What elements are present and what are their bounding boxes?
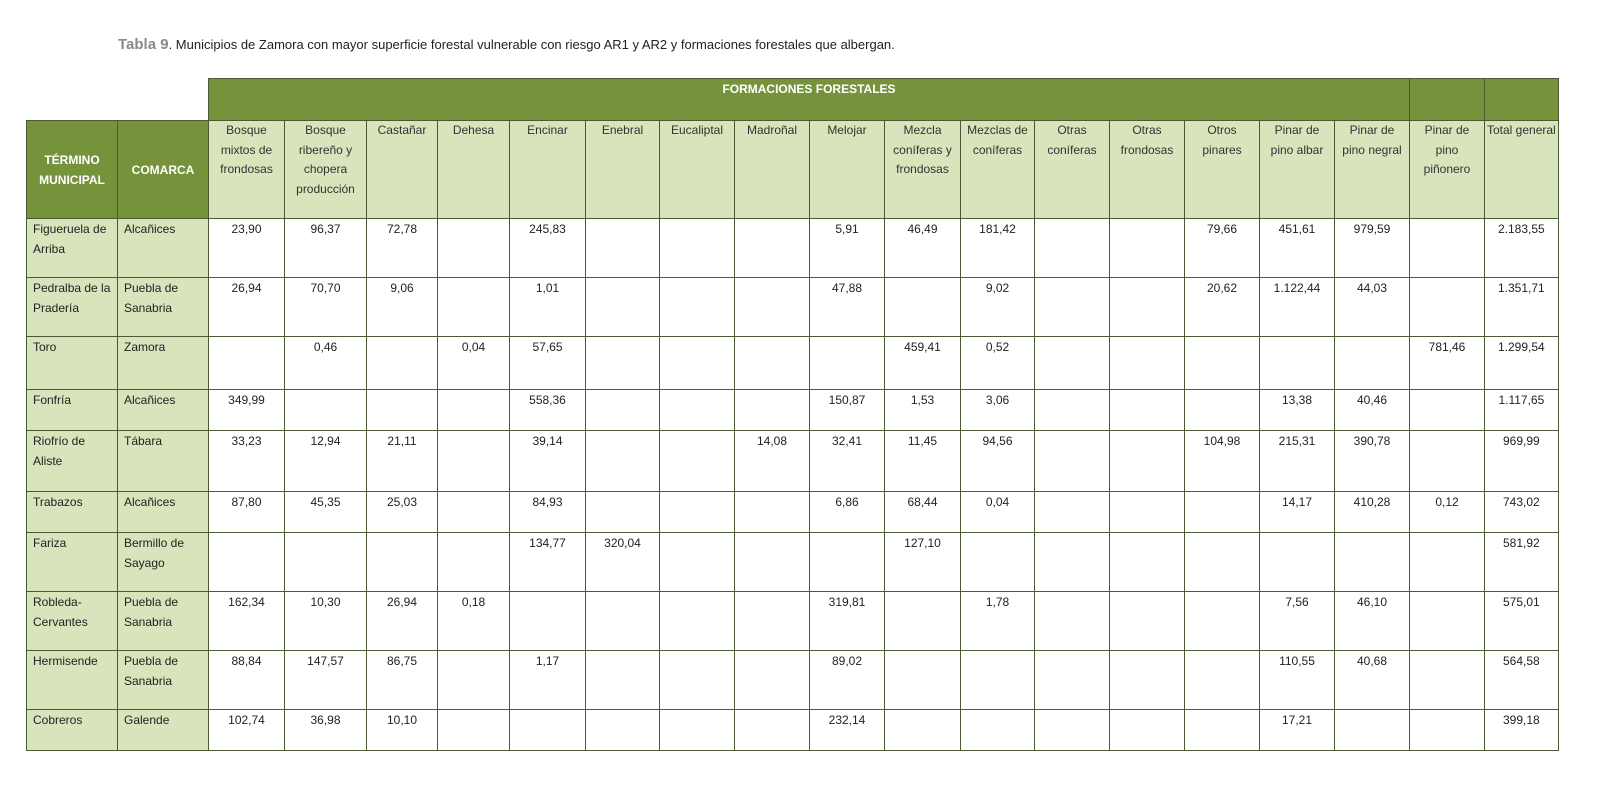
col-header-5 — [586, 121, 660, 219]
cell-termino-municipal: Robleda-Cervantes — [27, 592, 118, 651]
col-header-7 — [735, 121, 810, 219]
cell-value — [586, 390, 660, 431]
cell-value — [1335, 533, 1410, 592]
cell-value: 459,41 — [885, 337, 961, 390]
cell-value: 12,94 — [285, 431, 367, 492]
cell-value: 1,78 — [961, 592, 1035, 651]
cell-value — [1260, 337, 1335, 390]
group-header-spacer-1 — [1410, 79, 1485, 121]
cell-value — [1185, 651, 1260, 710]
cell-value — [367, 337, 438, 390]
cell-value: 23,90 — [209, 219, 285, 278]
cell-value — [660, 337, 735, 390]
cell-value: 40,46 — [1335, 390, 1410, 431]
cell-value: 320,04 — [586, 533, 660, 592]
cell-value — [961, 533, 1035, 592]
cell-value: 44,03 — [1335, 278, 1410, 337]
cell-value — [586, 710, 660, 751]
cell-value — [660, 431, 735, 492]
cell-value — [438, 431, 510, 492]
cell-value: 11,45 — [885, 431, 961, 492]
cell-value — [1410, 219, 1485, 278]
cell-value: 581,92 — [1485, 533, 1559, 592]
cell-value — [1335, 337, 1410, 390]
cell-value — [1110, 219, 1185, 278]
cell-value — [1185, 492, 1260, 533]
cell-value: 46,10 — [1335, 592, 1410, 651]
col-header-label: Mezcla coníferas y frondosas — [893, 123, 952, 176]
cell-value: 9,02 — [961, 278, 1035, 337]
group-header-spacer-2 — [1485, 79, 1559, 121]
cell-value: 10,30 — [285, 592, 367, 651]
cell-value: 36,98 — [285, 710, 367, 751]
cell-value: 564,58 — [1485, 651, 1559, 710]
cell-value — [209, 337, 285, 390]
cell-termino-municipal: Fariza — [27, 533, 118, 592]
table-row — [27, 533, 1559, 592]
cell-value — [1035, 431, 1110, 492]
col-header-2 — [367, 121, 438, 219]
col-header-label: Mezclas de coníferas — [967, 123, 1028, 157]
table-number: Tabla 9 — [118, 36, 169, 53]
cell-value: 86,75 — [367, 651, 438, 710]
cell-value — [1035, 390, 1110, 431]
cell-value: 451,61 — [1260, 219, 1335, 278]
cell-value — [1410, 278, 1485, 337]
cell-value: 1.122,44 — [1260, 278, 1335, 337]
cell-value — [735, 278, 810, 337]
cell-value: 32,41 — [810, 431, 885, 492]
cell-value — [285, 390, 367, 431]
cell-value: 969,99 — [1485, 431, 1559, 492]
cell-comarca: Alcañices — [118, 390, 209, 431]
col-header-label: Bosque ribereño y chopera producción — [296, 123, 355, 196]
cell-value: 94,56 — [961, 431, 1035, 492]
cell-value — [961, 710, 1035, 751]
cell-value — [1110, 431, 1185, 492]
cell-value: 72,78 — [367, 219, 438, 278]
forest-formations-table — [26, 78, 1559, 751]
cell-value: 6,86 — [810, 492, 885, 533]
cell-comarca: Zamora — [118, 337, 209, 390]
cell-comarca: Galende — [118, 710, 209, 751]
cell-value: 410,28 — [1335, 492, 1410, 533]
col-header-8 — [810, 121, 885, 219]
cell-termino-municipal: Cobreros — [27, 710, 118, 751]
cell-value: 743,02 — [1485, 492, 1559, 533]
cell-value — [285, 533, 367, 592]
cell-value: 0,04 — [961, 492, 1035, 533]
col-header-17 — [1485, 121, 1559, 219]
table-row — [27, 219, 1559, 278]
table-row — [27, 710, 1559, 751]
table-row — [27, 337, 1559, 390]
table-row — [27, 278, 1559, 337]
cell-value: 1.299,54 — [1485, 337, 1559, 390]
cell-value — [1110, 651, 1185, 710]
cell-value — [1035, 337, 1110, 390]
col-header-16 — [1410, 121, 1485, 219]
cell-value — [438, 492, 510, 533]
cell-value: 781,46 — [1410, 337, 1485, 390]
col-header-9 — [885, 121, 961, 219]
col-header-label: Madroñal — [746, 123, 798, 137]
cell-value — [438, 219, 510, 278]
cell-comarca: Alcañices — [118, 492, 209, 533]
cell-value — [1335, 710, 1410, 751]
cell-value: 0,46 — [285, 337, 367, 390]
cell-value — [1410, 651, 1485, 710]
cell-value — [961, 651, 1035, 710]
cell-value — [438, 390, 510, 431]
cell-value: 215,31 — [1260, 431, 1335, 492]
cell-value — [660, 592, 735, 651]
cell-value: 162,34 — [209, 592, 285, 651]
col-header-label: Otras coníferas — [1047, 123, 1097, 157]
col-header-label: Encinar — [527, 123, 568, 137]
table-caption — [118, 36, 895, 53]
cell-value — [1185, 390, 1260, 431]
cell-value — [510, 710, 586, 751]
group-header-formaciones: FORMACIONES FORESTALES — [209, 79, 1410, 121]
col-header-13 — [1185, 121, 1260, 219]
cell-value: 0,52 — [961, 337, 1035, 390]
cell-value — [510, 592, 586, 651]
cell-value — [735, 710, 810, 751]
cell-value: 89,02 — [810, 651, 885, 710]
cell-value — [209, 533, 285, 592]
cell-value: 14,17 — [1260, 492, 1335, 533]
cell-value: 575,01 — [1485, 592, 1559, 651]
cell-value — [367, 533, 438, 592]
group-header-row — [27, 79, 1559, 121]
cell-value — [438, 278, 510, 337]
cell-value — [1110, 492, 1185, 533]
col-header-label: Total general — [1487, 123, 1556, 137]
cell-termino-municipal: Toro — [27, 337, 118, 390]
cell-value: 33,23 — [209, 431, 285, 492]
cell-value: 319,81 — [810, 592, 885, 651]
cell-value: 979,59 — [1335, 219, 1410, 278]
cell-value: 79,66 — [1185, 219, 1260, 278]
blank-corner — [27, 79, 209, 121]
cell-value: 127,10 — [885, 533, 961, 592]
cell-comarca: Bermillo de Sayago — [118, 533, 209, 592]
cell-value — [660, 390, 735, 431]
cell-value — [1410, 390, 1485, 431]
cell-value — [1035, 278, 1110, 337]
cell-value: 110,55 — [1260, 651, 1335, 710]
cell-value — [1035, 533, 1110, 592]
cell-value — [1185, 337, 1260, 390]
cell-termino-municipal: Trabazos — [27, 492, 118, 533]
cell-value — [1035, 651, 1110, 710]
cell-value: 7,56 — [1260, 592, 1335, 651]
col-header-6 — [660, 121, 735, 219]
col-header-label: Pinar de pino piñonero — [1423, 123, 1471, 176]
cell-value: 0,18 — [438, 592, 510, 651]
cell-value: 349,99 — [209, 390, 285, 431]
col-header-label: Castañar — [377, 123, 427, 137]
cell-value: 1.351,71 — [1485, 278, 1559, 337]
cell-value: 96,37 — [285, 219, 367, 278]
cell-value: 1.117,65 — [1485, 390, 1559, 431]
cell-value — [586, 337, 660, 390]
cell-value: 2.183,55 — [1485, 219, 1559, 278]
col-header-termino-municipal: TÉRMINO MUNICIPAL — [27, 121, 118, 219]
cell-value — [1035, 219, 1110, 278]
cell-value: 47,88 — [810, 278, 885, 337]
cell-value: 14,08 — [735, 431, 810, 492]
column-header-row — [27, 121, 1559, 219]
cell-value: 1,53 — [885, 390, 961, 431]
cell-value — [660, 710, 735, 751]
col-header-comarca: COMARCA — [118, 121, 209, 219]
cell-value — [660, 219, 735, 278]
cell-value: 181,42 — [961, 219, 1035, 278]
cell-value: 9,06 — [367, 278, 438, 337]
col-header-0 — [209, 121, 285, 219]
cell-value: 399,18 — [1485, 710, 1559, 751]
col-header-label: Dehesa — [452, 123, 495, 137]
cell-comarca: Puebla de Sanabria — [118, 278, 209, 337]
cell-value: 1,01 — [510, 278, 586, 337]
cell-value — [885, 592, 961, 651]
cell-value — [1110, 533, 1185, 592]
cell-value: 558,36 — [510, 390, 586, 431]
cell-value — [810, 337, 885, 390]
cell-value: 87,80 — [209, 492, 285, 533]
table-row — [27, 390, 1559, 431]
cell-value — [1410, 592, 1485, 651]
cell-value: 150,87 — [810, 390, 885, 431]
cell-comarca: Tábara — [118, 431, 209, 492]
cell-value: 0,12 — [1410, 492, 1485, 533]
col-header-14 — [1260, 121, 1335, 219]
cell-value — [735, 219, 810, 278]
col-header-label: Bosque mixtos de frondosas — [220, 123, 273, 176]
cell-value: 390,78 — [1335, 431, 1410, 492]
cell-value — [885, 278, 961, 337]
cell-value: 3,06 — [961, 390, 1035, 431]
cell-value — [438, 710, 510, 751]
cell-value: 70,70 — [285, 278, 367, 337]
cell-value — [438, 651, 510, 710]
cell-value — [1110, 337, 1185, 390]
cell-value — [660, 651, 735, 710]
col-header-label: Pinar de pino albar — [1270, 123, 1324, 157]
cell-value — [1410, 533, 1485, 592]
cell-termino-municipal: Riofrío de Aliste — [27, 431, 118, 492]
cell-value: 46,49 — [885, 219, 961, 278]
cell-value — [438, 533, 510, 592]
table-row — [27, 492, 1559, 533]
cell-value: 25,03 — [367, 492, 438, 533]
col-header-label: Enebral — [601, 123, 644, 137]
col-header-label: Otros pinares — [1202, 123, 1242, 157]
cell-value — [367, 390, 438, 431]
cell-termino-municipal: Pedralba de la Pradería — [27, 278, 118, 337]
col-header-label: Melojar — [827, 123, 867, 137]
cell-value — [1185, 592, 1260, 651]
table-row — [27, 431, 1559, 492]
cell-value — [1410, 710, 1485, 751]
col-header-label: Otras frondosas — [1120, 123, 1174, 157]
cell-value: 26,94 — [367, 592, 438, 651]
cell-value — [885, 651, 961, 710]
col-header-12 — [1110, 121, 1185, 219]
cell-value — [1110, 278, 1185, 337]
cell-comarca: Puebla de Sanabria — [118, 592, 209, 651]
col-header-label: Pinar de pino negral — [1342, 123, 1402, 157]
cell-value: 147,57 — [285, 651, 367, 710]
cell-value — [586, 278, 660, 337]
table-row — [27, 592, 1559, 651]
cell-value: 84,93 — [510, 492, 586, 533]
col-header-10 — [961, 121, 1035, 219]
cell-value — [1410, 431, 1485, 492]
cell-value: 40,68 — [1335, 651, 1410, 710]
cell-value — [810, 533, 885, 592]
cell-value: 21,11 — [367, 431, 438, 492]
cell-value: 57,65 — [510, 337, 586, 390]
cell-value — [586, 431, 660, 492]
cell-value — [735, 337, 810, 390]
cell-value: 1,17 — [510, 651, 586, 710]
cell-value: 88,84 — [209, 651, 285, 710]
cell-value: 26,94 — [209, 278, 285, 337]
cell-comarca: Alcañices — [118, 219, 209, 278]
cell-value — [1035, 592, 1110, 651]
cell-value — [586, 492, 660, 533]
table-row — [27, 651, 1559, 710]
cell-value: 68,44 — [885, 492, 961, 533]
cell-value — [660, 492, 735, 533]
cell-value: 20,62 — [1185, 278, 1260, 337]
cell-value: 45,35 — [285, 492, 367, 533]
cell-value: 102,74 — [209, 710, 285, 751]
cell-termino-municipal: Hermisende — [27, 651, 118, 710]
cell-value: 0,04 — [438, 337, 510, 390]
cell-value — [1185, 533, 1260, 592]
cell-value — [586, 219, 660, 278]
cell-value — [735, 390, 810, 431]
cell-value — [660, 278, 735, 337]
caption-text: . Municipios de Zamora con mayor superficie forestal vulnerable con riesgo AR1 y AR2 y formaciones forestales que albergan. — [168, 37, 895, 52]
cell-value — [735, 592, 810, 651]
col-header-label: Eucaliptal — [670, 123, 724, 137]
cell-value: 232,14 — [810, 710, 885, 751]
col-header-11 — [1035, 121, 1110, 219]
cell-value — [586, 651, 660, 710]
cell-value: 245,83 — [510, 219, 586, 278]
cell-termino-municipal: Fonfría — [27, 390, 118, 431]
cell-value — [1110, 390, 1185, 431]
cell-value — [1260, 533, 1335, 592]
cell-value — [586, 592, 660, 651]
cell-termino-municipal: Figueruela de Arriba — [27, 219, 118, 278]
cell-value: 39,14 — [510, 431, 586, 492]
cell-value — [735, 533, 810, 592]
cell-value — [735, 651, 810, 710]
cell-value — [1035, 492, 1110, 533]
cell-value — [1110, 592, 1185, 651]
col-header-1 — [285, 121, 367, 219]
col-header-15 — [1335, 121, 1410, 219]
cell-value — [735, 492, 810, 533]
cell-value: 134,77 — [510, 533, 586, 592]
cell-value: 17,21 — [1260, 710, 1335, 751]
cell-value — [660, 533, 735, 592]
col-header-3 — [438, 121, 510, 219]
cell-value — [1110, 710, 1185, 751]
cell-value — [1185, 710, 1260, 751]
cell-value: 104,98 — [1185, 431, 1260, 492]
cell-value — [1035, 710, 1110, 751]
cell-value — [885, 710, 961, 751]
cell-value: 13,38 — [1260, 390, 1335, 431]
cell-comarca: Puebla de Sanabria — [118, 651, 209, 710]
cell-value: 10,10 — [367, 710, 438, 751]
cell-value: 5,91 — [810, 219, 885, 278]
col-header-4 — [510, 121, 586, 219]
